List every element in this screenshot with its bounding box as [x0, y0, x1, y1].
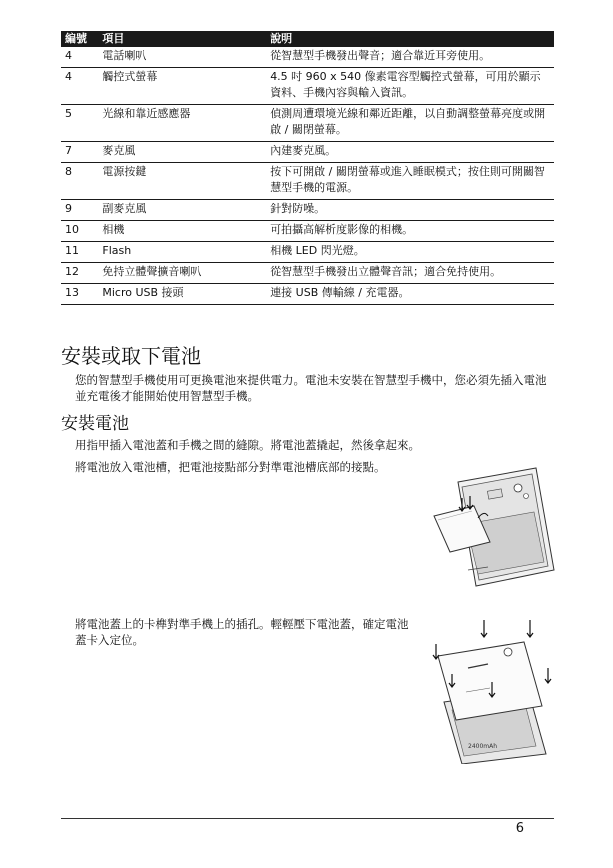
table-row [61, 142, 554, 163]
row-number: 4 [61, 68, 98, 105]
row-description: 連接 USB 傳輸線 / 充電器。 [266, 284, 554, 305]
row-description: 4.5 吋 960 x 540 像素電容型觸控式螢幕，可用於顯示資料、手機內容與輸入資訊。 [266, 68, 554, 105]
row-description: 從智慧型手機發出聲音；適合靠近耳旁使用。 [266, 47, 554, 68]
header-item: 項目 [98, 31, 266, 47]
row-number: 9 [61, 200, 98, 221]
section-title: 安裝或取下電池 [61, 344, 201, 368]
table-row [61, 263, 554, 284]
row-number: 10 [61, 221, 98, 242]
row-item: Flash [98, 242, 266, 263]
row-item: 相機 [98, 221, 266, 242]
battery-insert-illustration [428, 462, 556, 592]
table-row [61, 242, 554, 263]
subsection-title: 安裝電池 [61, 414, 129, 434]
row-item: 副麥克風 [98, 200, 266, 221]
table-row [61, 68, 554, 105]
row-item: 麥克風 [98, 142, 266, 163]
cover-attach-illustration [428, 618, 556, 764]
row-description: 可拍攝高解析度影像的相機。 [266, 221, 554, 242]
table-row [61, 284, 554, 305]
row-item: 光線和靠近感應器 [98, 105, 266, 142]
row-number: 13 [61, 284, 98, 305]
row-description: 相機 LED 閃光燈。 [266, 242, 554, 263]
step-1-text: 用指甲插入電池蓋和手機之間的縫隙。將電池蓋撬起，然後拿起來。 [75, 438, 420, 452]
row-item: 免持立體聲擴音喇叭 [98, 263, 266, 284]
header-description: 說明 [266, 31, 554, 47]
footer-rule [61, 818, 554, 819]
table-row [61, 221, 554, 242]
row-description: 按下可開啟 / 關閉螢幕或進入睡眠模式；按住則可開關智慧型手機的電源。 [266, 163, 554, 200]
row-number: 5 [61, 105, 98, 142]
table-row [61, 47, 554, 68]
component-table [61, 31, 554, 305]
row-number: 11 [61, 242, 98, 263]
step-3-text: 將電池蓋上的卡榫對準手機上的插孔。輕輕壓下電池蓋，確定電池蓋卡入定位。 [75, 617, 409, 647]
row-item: Micro USB 接頭 [98, 284, 266, 305]
row-item: 電話喇叭 [98, 47, 266, 68]
header-number: 編號 [61, 31, 98, 47]
row-item: 電源按鍵 [98, 163, 266, 200]
row-description: 從智慧型手機發出立體聲音訊；適合免持使用。 [266, 263, 554, 284]
row-number: 8 [61, 163, 98, 200]
table-header-row [61, 31, 554, 47]
row-description: 內建麥克風。 [266, 142, 554, 163]
row-number: 12 [61, 263, 98, 284]
step-2-text: 將電池放入電池槽，把電池接點部分對準電池槽底部的接點。 [75, 460, 386, 474]
page-number: 6 [515, 821, 524, 836]
table-row [61, 163, 554, 200]
battery-capacity-label: 2400mAh [468, 743, 498, 750]
section-intro: 您的智慧型手機使用可更換電池來提供電力。電池未安裝在智慧型手機中，您必須先插入電池並充電後才能開始使用智慧型手機。 [75, 373, 547, 403]
battery-cover-icon [438, 642, 542, 720]
row-description: 偵測周遭環境光線和鄰近距離，以自動調整螢幕亮度或開啟 / 關閉螢幕。 [266, 105, 554, 142]
row-number: 4 [61, 47, 98, 68]
row-item: 觸控式螢幕 [98, 68, 266, 105]
table-row [61, 105, 554, 142]
table-row [61, 200, 554, 221]
row-description: 針對防噪。 [266, 200, 554, 221]
row-number: 7 [61, 142, 98, 163]
